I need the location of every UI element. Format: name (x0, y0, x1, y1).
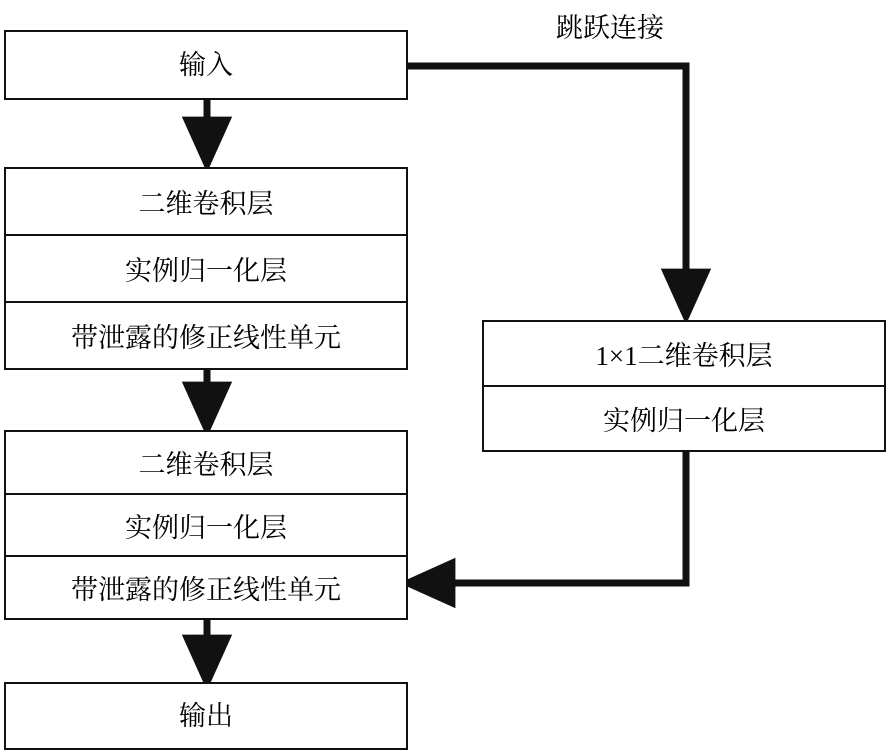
node-shortcut-row-norm[interactable] (484, 385, 884, 450)
node-block1-row-norm-label: 实例归一化层 (125, 256, 287, 286)
node-block1-row-activation[interactable] (6, 301, 406, 368)
node-block2-row-conv[interactable] (6, 432, 406, 493)
node-shortcut-row-norm-label: 实例归一化层 (603, 406, 765, 436)
node-block2-row-conv-label: 二维卷积层 (138, 449, 274, 480)
node-block2[interactable] (4, 430, 408, 620)
node-block2-row-norm[interactable] (6, 493, 406, 556)
skip-connection-label-text: 跳跃连接 (556, 13, 664, 43)
node-block1-row-conv[interactable] (6, 169, 406, 234)
node-shortcut-row-conv1x1[interactable] (484, 322, 884, 385)
node-input[interactable] (4, 30, 408, 100)
node-block2-row-activation[interactable] (6, 555, 406, 618)
node-shortcut-row-conv1x1-label: 1×1二维卷积层 (595, 341, 773, 371)
node-block2-row-activation-label: 带泄露的修正线性单元 (71, 575, 341, 606)
node-shortcut[interactable] (482, 320, 886, 452)
node-input-label: 输入 (179, 49, 233, 80)
skip-connection-label (556, 6, 664, 45)
node-block1-row-conv-label: 二维卷积层 (138, 189, 274, 219)
node-output[interactable] (4, 682, 408, 750)
connector-shortcut-to-block2 (412, 452, 686, 583)
node-block2-row-norm-label: 实例归一化层 (125, 512, 287, 543)
node-block1[interactable] (4, 167, 408, 370)
connector-skip-to-shortcut (405, 66, 686, 312)
node-block1-row-norm[interactable] (6, 234, 406, 301)
node-output-label: 输出 (179, 700, 233, 731)
node-block1-row-activation-label: 带泄露的修正线性单元 (71, 323, 341, 353)
